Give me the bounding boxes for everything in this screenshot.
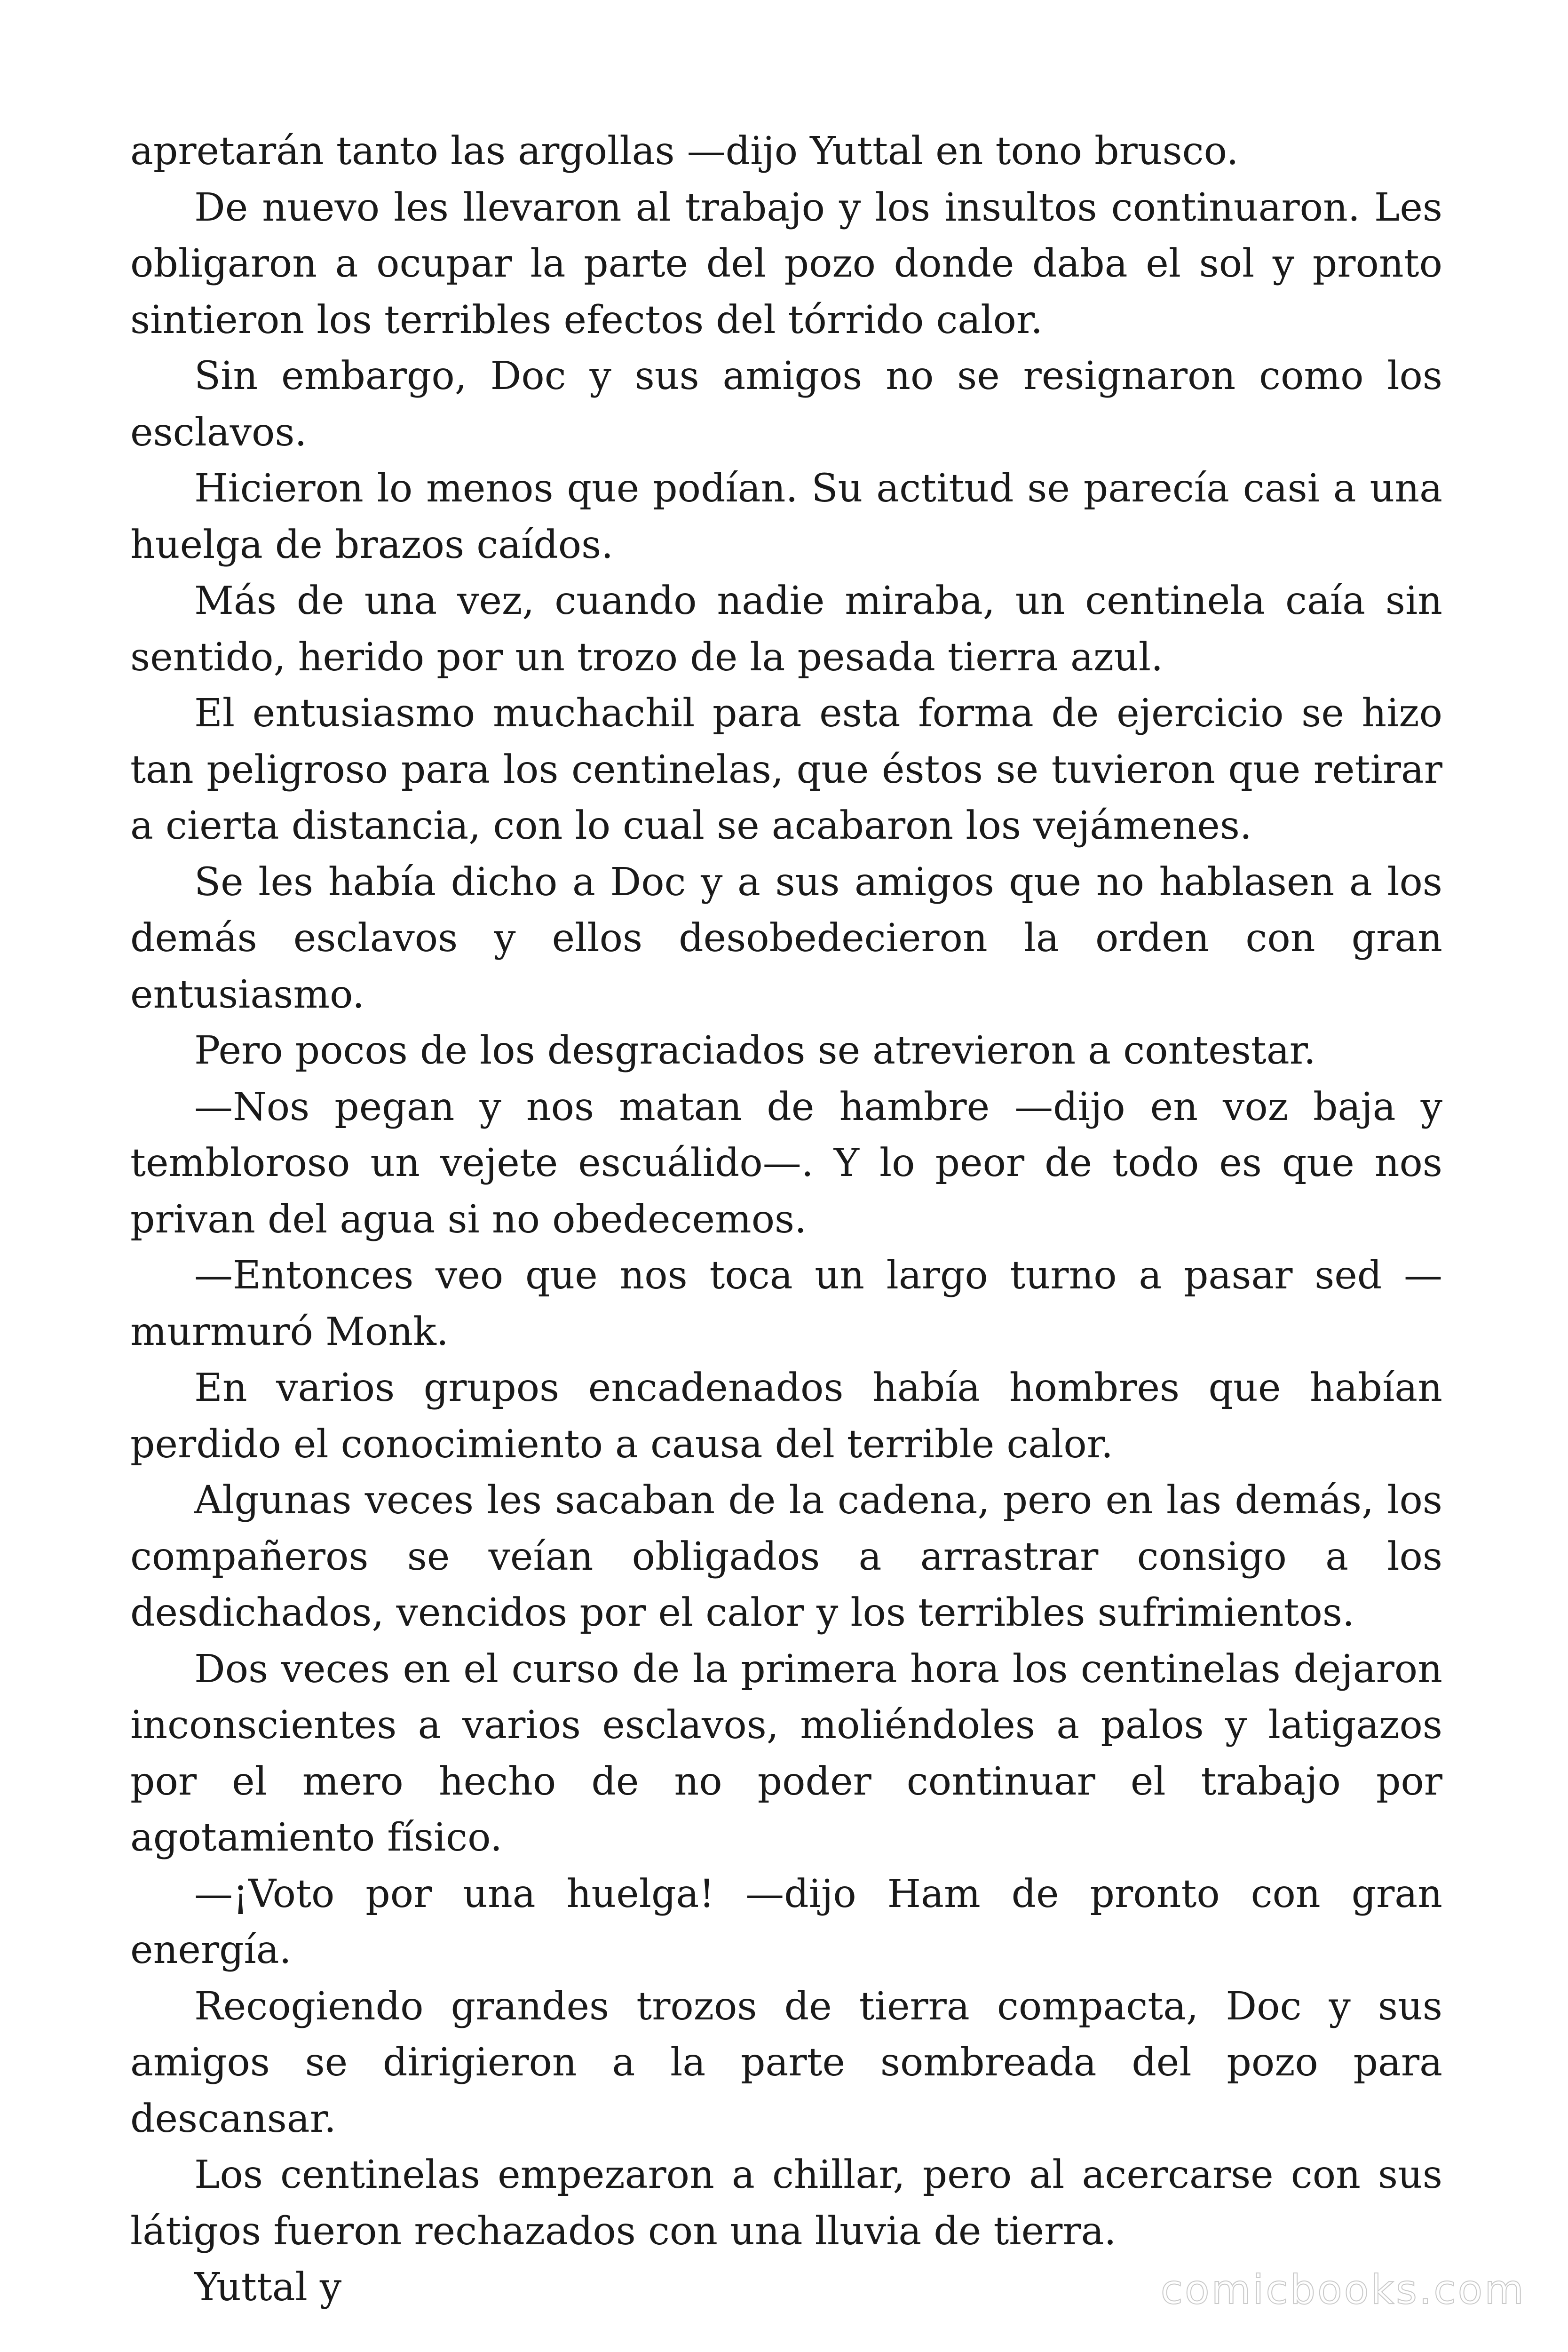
paragraph: De nuevo les llevaron al trabajo y los insultos continuaron. Les obligaron a ocupar la parte del pozo donde daba el sol y pronto sintieron los terribles efectos del tórrido calor.	[130, 185, 1442, 342]
paragraph: —Entonces veo que nos toca un largo turno a pasar sed —murmuró Monk.	[130, 1253, 1442, 1354]
watermark: comicbooks.com	[1160, 2266, 1526, 2313]
body-text	[130, 123, 1442, 2316]
paragraph: Sin embargo, Doc y sus amigos no se resignaron como los esclavos.	[130, 354, 1442, 455]
paragraph: Recogiendo grandes trozos de tierra compacta, Doc y sus amigos se dirigieron a la parte sombreada del pozo para descansar.	[130, 1984, 1442, 2141]
paragraph: apretarán tanto las argollas —dijo Yuttal en tono brusco.	[130, 129, 1239, 174]
paragraph: Pero pocos de los desgraciados se atrevieron a contestar.	[194, 1028, 1316, 1073]
paragraph: Los centinelas empezaron a chillar, pero al acercarse con sus látigos fueron rechazados con una lluvia de tierra.	[130, 2153, 1442, 2254]
paragraph: Más de una vez, cuando nadie miraba, un centinela caía sin sentido, herido por un trozo de la pesada tierra azul.	[130, 579, 1442, 680]
paragraph: Yuttal y	[194, 2265, 342, 2310]
paragraph: El entusiasmo muchachil para esta forma de ejercicio se hizo tan peligroso para los centinelas, que éstos se tuvieron que retirar a cierta distancia, con lo cual se acabaron los vejámenes.	[130, 691, 1442, 848]
paragraph: Hicieron lo menos que podían. Su actitud se parecía casi a una huelga de brazos caídos.	[130, 466, 1442, 567]
paragraph: Dos veces en el curso de la primera hora los centinelas dejaron inconscientes a varios esclavos, moliéndoles a palos y latigazos por el mero hecho de no poder continuar el trabajo por agotamiento físico.	[130, 1646, 1442, 1860]
paragraph: En varios grupos encadenados había hombres que habían perdido el conocimiento a causa del terrible calor.	[130, 1366, 1442, 1467]
paragraph: Algunas veces les sacaban de la cadena, pero en las demás, los compañeros se veían obligados a arrastrar consigo a los desdichados, vencidos por el calor y los terribles sufrimientos.	[130, 1478, 1442, 1635]
paragraph: —Nos pegan y nos matan de hambre —dijo en voz baja y tembloroso un vejete escuálido—. Y lo peor de todo es que nos privan del agua si no obedecemos.	[130, 1084, 1442, 1242]
paragraph: Se les había dicho a Doc y a sus amigos que no hablasen a los demás esclavos y ellos desobedecieron la orden con gran entusiasmo.	[130, 859, 1442, 1017]
paragraph: —¡Voto por una huelga! —dijo Ham de pronto con gran energía.	[130, 1871, 1442, 1972]
